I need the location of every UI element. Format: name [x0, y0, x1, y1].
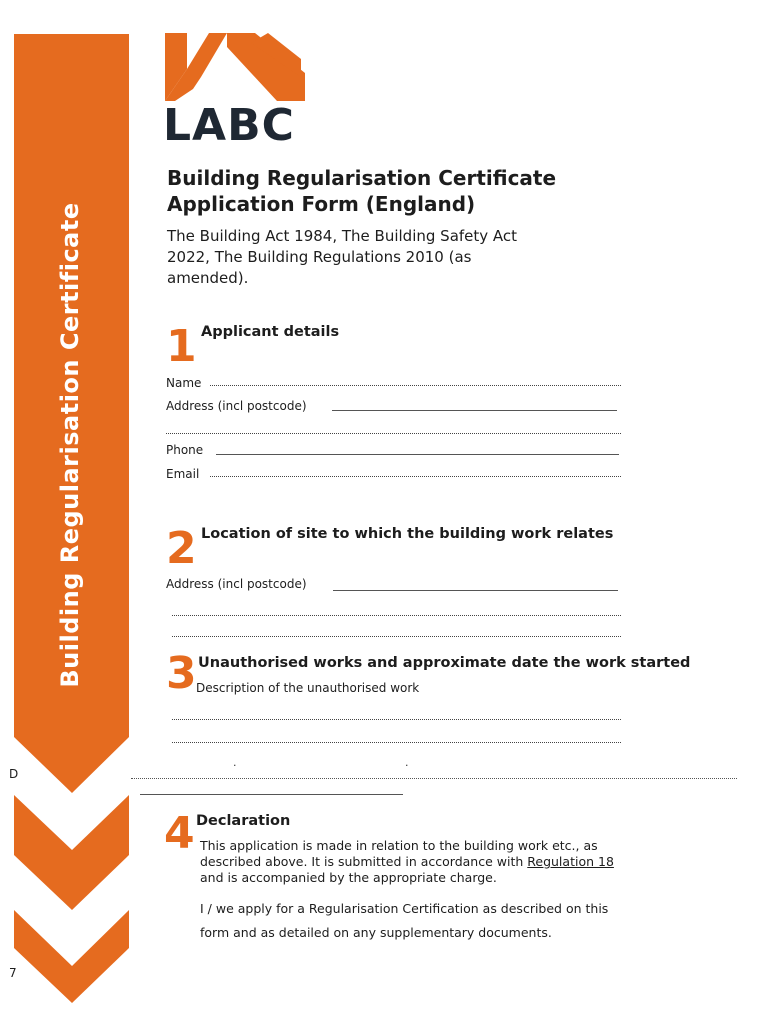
labc-logo-text: LABC: [163, 100, 295, 151]
section-2-heading: Location of site to which the building work relates: [201, 526, 614, 542]
labc-roof-logo-icon: [165, 33, 305, 103]
site-address-field-line-1[interactable]: [333, 590, 618, 591]
chevron-arrow-1: [14, 795, 129, 910]
email-field[interactable]: [210, 464, 621, 477]
application-statement: [200, 897, 670, 945]
description-field-line-2[interactable]: [172, 730, 621, 743]
site-address-field-line-3[interactable]: [172, 624, 621, 637]
name-field[interactable]: [210, 373, 621, 386]
phone-field[interactable]: [216, 454, 619, 455]
title-line-2: Application Form (England): [167, 192, 476, 216]
stray-dot-2: .: [405, 756, 409, 769]
section-1-number: 1: [166, 321, 197, 372]
declaration-line-2: [200, 854, 670, 870]
date-field-rule[interactable]: [140, 794, 403, 795]
legislation-subtitle: [167, 226, 577, 289]
declaration-line-1: This application is made in relation to the building work etc., as: [200, 838, 598, 853]
phone-label: Phone: [166, 443, 204, 457]
declaration-line-3: and is accompanied by the appropriate charge.: [200, 870, 497, 885]
declaration-paragraph: [200, 838, 670, 886]
title-line-1: Building Regularisation Certificate: [167, 166, 557, 190]
section-3-number: 3: [166, 648, 197, 699]
subtitle-line-3: amended).: [167, 269, 249, 287]
email-label: Email: [166, 467, 200, 481]
statement-line-2: form and as detailed on any supplementary documents.: [200, 925, 552, 940]
statement-line-1: I / we apply for a Regularisation Certification as described on this: [200, 901, 609, 916]
declaration-line-2-text: described above. It is submitted in accordance with: [200, 854, 528, 869]
edge-char-bottom: 7: [9, 966, 17, 980]
site-address-label: Address (incl postcode): [166, 577, 307, 591]
page-title: [167, 165, 647, 217]
date-field-line[interactable]: [131, 766, 737, 779]
stray-dot-1: .: [233, 756, 237, 769]
section-1-heading: Applicant details: [201, 324, 340, 340]
section-2-number: 2: [166, 523, 197, 574]
regulation-18-link[interactable]: Regulation 18: [527, 854, 614, 869]
description-label: Description of the unauthorised work: [196, 681, 420, 695]
site-address-field-line-2[interactable]: [172, 603, 621, 616]
section-4-heading: Declaration: [196, 813, 291, 829]
subtitle-line-2: 2022, The Building Regulations 2010 (as: [167, 248, 472, 266]
chevron-arrow-2: [14, 910, 129, 1003]
edge-char-top: D: [9, 767, 19, 781]
address-field-line-1[interactable]: [332, 410, 617, 411]
address-field-line-2[interactable]: [166, 421, 621, 434]
description-field-line-1[interactable]: [172, 707, 621, 720]
section-3-heading: Unauthorised works and approximate date the work started: [198, 655, 691, 671]
name-label: Name: [166, 376, 202, 390]
section-4-number: 4: [164, 808, 195, 859]
address-label: Address (incl postcode): [166, 399, 307, 413]
sidebar-title: Building Regularisation Certificate: [56, 202, 84, 688]
subtitle-line-1: The Building Act 1984, The Building Safety Act: [167, 227, 518, 245]
